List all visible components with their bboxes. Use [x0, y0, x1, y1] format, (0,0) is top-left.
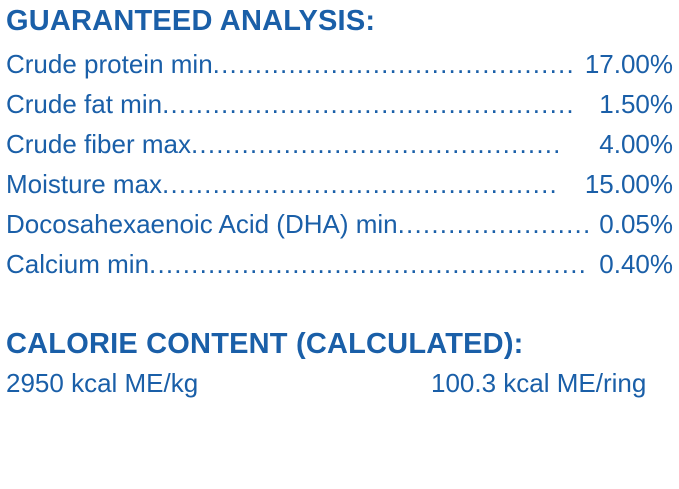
calorie-per-unit: 100.3 kcal ME/ring: [431, 368, 647, 398]
dot-leader: .......................: [397, 209, 592, 239]
list-item: [6, 204, 673, 244]
dot-leader: ...............................................: [162, 169, 558, 199]
guaranteed-analysis-list: [6, 44, 673, 284]
list-item: [6, 244, 673, 284]
nutrient-name: Moisture max: [6, 169, 163, 199]
nutrient-name: Crude protein min: [6, 49, 213, 79]
nutrient-value: 17.00%: [584, 49, 673, 79]
list-item: [6, 44, 673, 84]
calorie-per-kg: 2950 kcal ME/kg: [6, 368, 199, 398]
nutrient-name: Crude fat min: [6, 89, 163, 119]
nutrient-name: Docosahexaenoic Acid (DHA) min: [6, 209, 398, 239]
list-item: [6, 84, 673, 124]
nutrient-value: 0.40%: [599, 249, 673, 279]
dot-leader: .................................................: [162, 89, 575, 119]
list-item: [6, 124, 673, 164]
nutrient-value: 15.00%: [584, 169, 673, 199]
nutrient-value: 0.05%: [599, 209, 673, 239]
dot-leader: ....................................................: [149, 249, 588, 279]
calorie-content-title: CALORIE CONTENT (CALCULATED):: [6, 328, 524, 360]
nutrient-value: 1.50%: [599, 89, 673, 119]
guaranteed-analysis-title: GUARANTEED ANALYSIS:: [6, 5, 376, 37]
nutrient-name: Calcium min: [6, 249, 150, 279]
calorie-content-values: [6, 364, 673, 402]
dot-leader: ............................................: [190, 129, 562, 159]
dot-leader: ...........................................: [212, 49, 575, 79]
nutrient-value: 4.00%: [599, 129, 673, 159]
section-divider: [6, 284, 673, 326]
nutrient-name: Crude fiber max: [6, 129, 191, 159]
list-item: [6, 164, 673, 204]
